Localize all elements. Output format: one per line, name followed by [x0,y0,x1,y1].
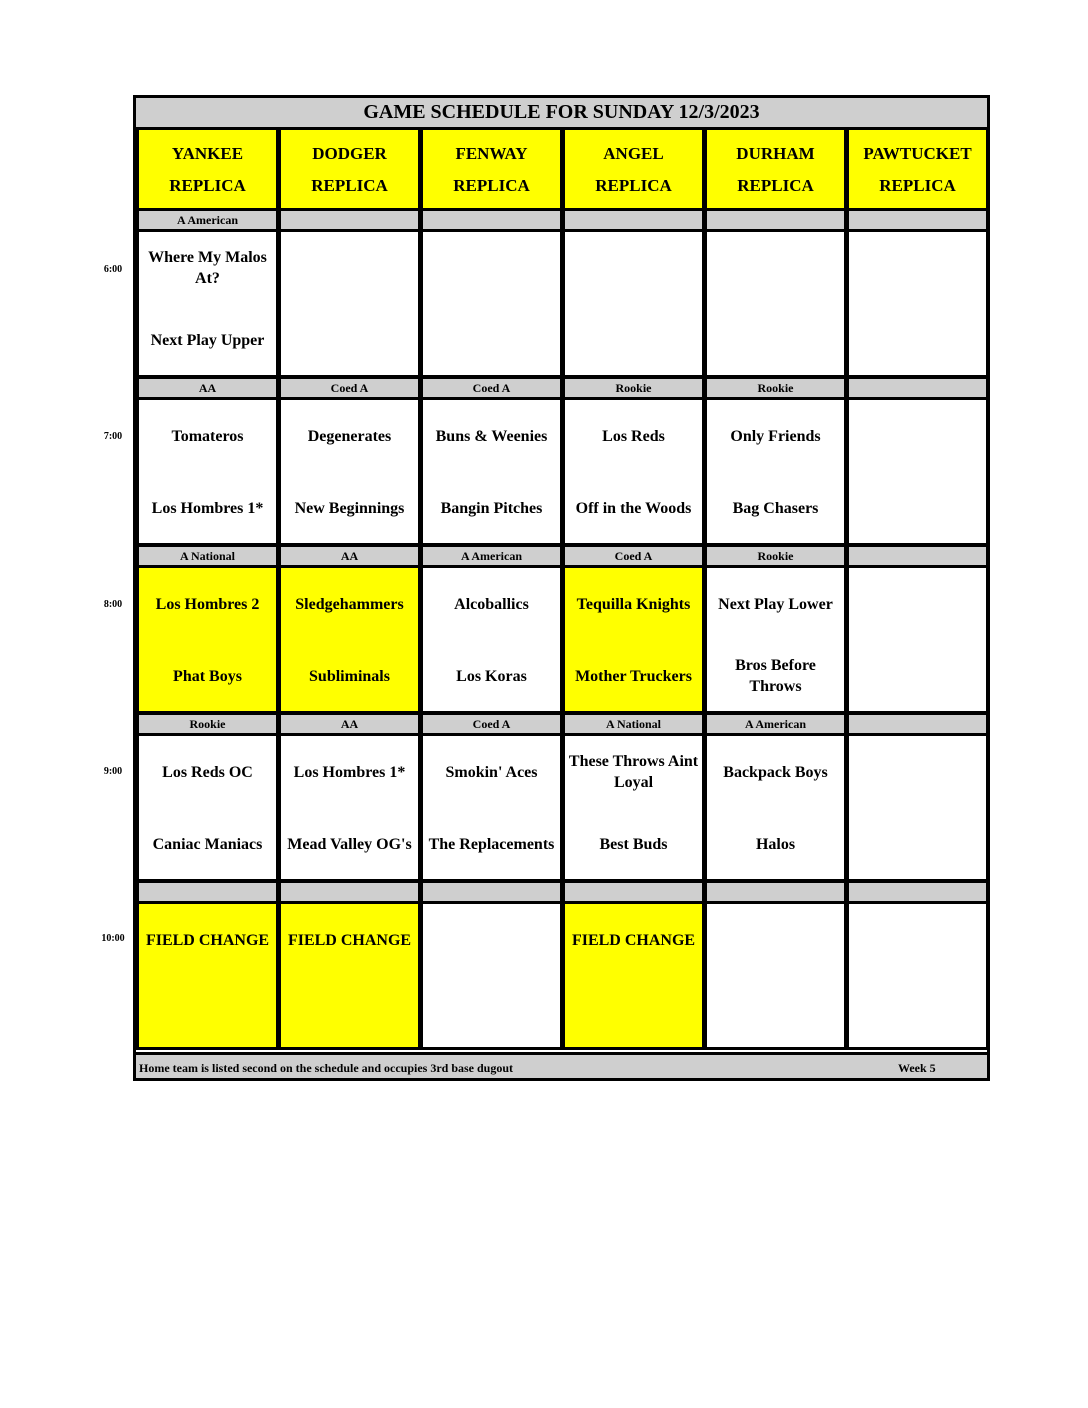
game-cell [704,901,847,1050]
field-header-dodger [278,127,421,213]
home-team: The Replacements [428,835,555,853]
division-label: A National [136,544,279,568]
game-cell [420,565,563,714]
schedule-table [133,95,990,1081]
home-team [707,304,844,376]
home-team: Mead Valley OG's [287,835,412,853]
division-label: Rookie [562,376,705,400]
away-team: Buns & Weenies [435,427,548,445]
away-team: FIELD CHANGE [145,931,270,949]
game-cell [704,397,847,546]
home-team: Mother Truckers [575,667,692,685]
game-cell [278,733,421,882]
division-label: Coed A [562,544,705,568]
home-team [281,304,418,376]
game-cell [278,565,421,714]
game-cell [278,901,421,1050]
field-subtitle: REPLICA [595,176,672,195]
game-cell [846,733,989,882]
away-team: Backpack Boys [723,763,828,781]
home-team: Best Buds [599,835,668,853]
away-team: Sledgehammers [295,595,404,613]
away-team [423,904,560,976]
field-name: ANGEL [603,144,664,163]
home-team: Bag Chasers [732,499,819,517]
away-team: Next Play Lower [718,595,833,613]
home-team: Off in the Woods [575,499,692,517]
home-team: Los Hombres 1* [151,499,264,517]
field-subtitle: REPLICA [879,176,956,195]
game-cell [278,397,421,546]
home-team: Bros Before Throws [735,657,816,695]
field-header-pawtucket [846,127,989,213]
away-team: Alcoballics [454,595,529,613]
home-team [565,976,702,1048]
home-team [849,976,986,1048]
home-team: Los Koras [456,667,527,685]
game-cell [562,901,705,1050]
game-cell [562,397,705,546]
home-team [139,976,276,1048]
away-team [849,400,986,472]
division-label: AA [278,544,421,568]
division-label: AA [136,376,279,400]
away-team: Tomateros [171,427,244,445]
game-cell [562,733,705,882]
game-cell [136,565,279,714]
division-label: Coed A [420,376,563,400]
game-cell [562,565,705,714]
game-cell [420,901,563,1050]
game-cell [136,229,279,378]
field-subtitle: REPLICA [169,176,246,195]
home-team [707,976,844,1048]
footer-note: Home team is listed second on the schedule and occupies 3rd base dugout [139,1061,514,1075]
game-cell [278,229,421,378]
away-team [849,736,986,808]
away-team: Smokin' Aces [445,763,538,781]
time-label: 7:00 [103,431,123,442]
away-team [565,232,702,304]
away-team [281,232,418,304]
division-label: A American [704,712,847,736]
away-team [423,232,560,304]
field-header-durham [704,127,847,213]
home-team [849,304,986,376]
home-team: Halos [755,835,796,853]
time-label: 6:00 [103,264,123,275]
field-name: PAWTUCKET [863,144,972,163]
field-header-yankee [136,127,279,213]
schedule-title: GAME SCHEDULE FOR SUNDAY 12/3/2023 [136,98,987,130]
away-team: Degenerates [307,427,392,445]
division-label: Coed A [420,712,563,736]
time-label: 8:00 [103,599,123,610]
away-team: Los Reds [602,427,665,445]
away-team [707,232,844,304]
game-cell [136,397,279,546]
away-team: Los Hombres 2 [155,595,260,613]
away-team [707,904,844,976]
field-subtitle: REPLICA [453,176,530,195]
field-header-angel [562,127,705,213]
away-team: These Throws Aint Loyal [568,753,699,791]
home-team [565,304,702,376]
home-team [281,976,418,1048]
time-label: 10:00 [101,933,125,944]
home-team [849,640,986,712]
division-label: A American [136,208,279,232]
home-team [423,976,560,1048]
game-cell [562,229,705,378]
game-cell [846,229,989,378]
division-label: Rookie [704,376,847,400]
away-team: Only Friends [730,427,821,445]
away-team: Tequilla Knights [576,595,691,613]
field-header-fenway [420,127,563,213]
home-team: Bangin Pitches [440,499,543,517]
week-label: Week 5 [898,1061,936,1075]
game-cell [420,397,563,546]
division-label: Coed A [278,376,421,400]
game-cell [136,901,279,1050]
home-team: Phat Boys [173,667,242,685]
footer-bar [136,1052,987,1078]
away-team: Where My Malos At? [148,249,267,287]
home-team: Caniac Maniacs [152,835,263,853]
game-cell [846,901,989,1050]
field-name: YANKEE [171,144,244,163]
home-team [423,304,560,376]
home-team: New Beginnings [294,499,405,517]
division-label: AA [278,712,421,736]
away-team: FIELD CHANGE [571,931,696,949]
field-subtitle: REPLICA [737,176,814,195]
game-cell [420,733,563,882]
home-team: Next Play Upper [150,331,265,349]
division-label: A National [562,712,705,736]
away-team [849,904,986,976]
game-cell [704,733,847,882]
game-cell [420,229,563,378]
game-cell [846,565,989,714]
game-cell [846,397,989,546]
home-team [849,808,986,880]
game-cell [704,565,847,714]
away-team [849,568,986,640]
division-label: Rookie [704,544,847,568]
away-team: FIELD CHANGE [287,931,412,949]
field-subtitle: REPLICA [311,176,388,195]
time-label: 9:00 [103,766,123,777]
home-team: Subliminals [309,667,390,685]
away-team [849,232,986,304]
home-team [849,472,986,544]
game-cell [704,229,847,378]
game-cell [136,733,279,882]
field-name: DURHAM [736,144,815,163]
field-name: FENWAY [455,144,528,163]
field-name: DODGER [312,144,387,163]
division-label: Rookie [136,712,279,736]
division-label: A American [420,544,563,568]
away-team: Los Hombres 1* [293,763,406,781]
away-team: Los Reds OC [162,763,253,781]
